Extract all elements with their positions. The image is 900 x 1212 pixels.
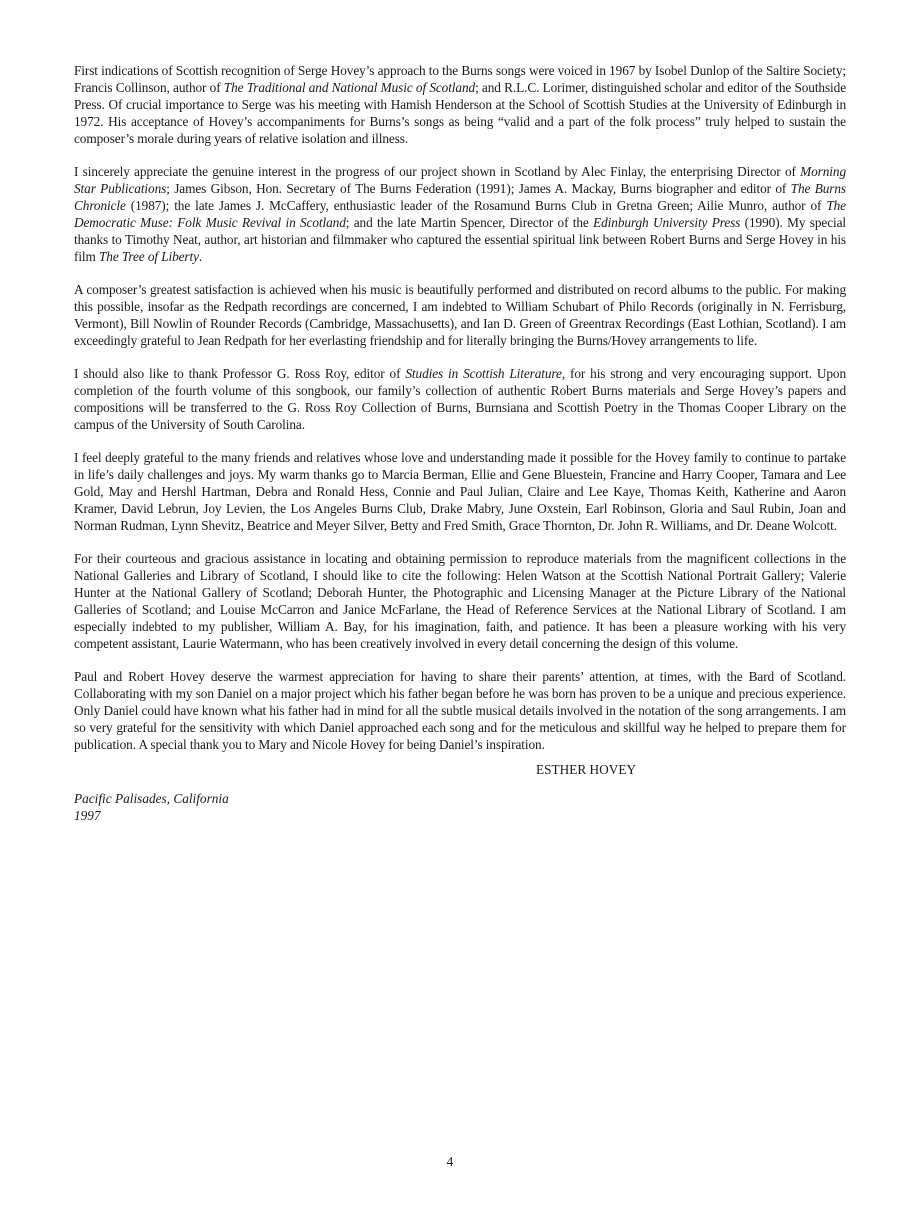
italic-title: Edinburgh University Press	[593, 215, 741, 230]
paragraph-text: ; and the late Martin Spencer, Director of the	[345, 215, 594, 230]
paragraph	[74, 163, 846, 265]
signature: ESTHER HOVEY	[536, 762, 637, 777]
paragraph-text: , for his strong and very encouraging support. Upon completion of the fourth volume of this songbook, our family’s collection of authentic Robert Burns materials and Serge Hovey’s papers and compositions will be transferred to the G. Ross Roy Collection of Burns, Burnsiana and Scottish Poetry in the Thomas Cooper Library on the campus of the University of South Carolina.	[74, 366, 847, 432]
paragraph-text: I sincerely appreciate the genuine interest in the progress of our project shown in Scotland by Alec Finlay, the enterprising Director of	[74, 164, 801, 179]
paragraph-list	[74, 62, 846, 753]
italic-title: The Democratic Muse: Folk Music Revival in Scotland	[74, 198, 846, 230]
paragraph	[74, 365, 846, 433]
italic-title: The Burns Chronicle	[74, 181, 846, 213]
paragraph-text: ; and R.L.C. Lorimer, distinguished scholar and editor of the Southside Press. Of crucial importance to Serge was his meeting with Hamish Henderson at the School of Scottish Studies at the University of Edinburgh in 1972. His acceptance of Hovey’s accompaniments for Burns’s songs as being “valid and a part of the folk process” truly helped to sustain the composer’s morale during years of relative isolation and illness.	[74, 80, 846, 146]
italic-title: Morning Star Publications	[74, 164, 846, 196]
paragraph	[74, 449, 846, 534]
document-body	[74, 62, 846, 824]
paragraph-text: I feel deeply grateful to the many friends and relatives whose love and understanding made it possible for the Hovey family to continue to partake in life’s daily challenges and joys. My warm thanks go to Marcia Berman, Ellie and Gene Bluestein, Francine and Harry Cooper, Tamara and Lee Gold, May and Hershl Hartman, Debra and Ronald Hess, Connie and Paul Julian, Claire and Lee Kaye, Thomas Keith, Katherine and Aaron Kramer, David Lebrun, Joy Levien, the Los Angeles Burns Club, Drake Mabry, June Oxstein, Earl Robinson, Gloria and Saul Rubin, Joan and Norman Rudman, Lynn Shevitz, Beatrice and Meyer Silver, Betty and Fred Smith, Grace Thornton, Dr. John R. Williams, and Dr. Deane Wolcott.	[74, 450, 846, 533]
italic-title: Studies in Scottish Literature	[405, 366, 562, 381]
year-line: 1997	[74, 808, 101, 823]
paragraph-text: I should also like to thank Professor G. Ross Roy, editor of	[74, 366, 406, 381]
paragraph-text: For their courteous and gracious assistance in locating and obtaining permission to reproduce materials from the magnificent collections in the National Galleries and Library of Scotland, I should like to cite the following: Helen Watson at the Scottish National Portrait Gallery; Valerie Hunter at the National Gallery of Scotland; Deborah Hunter, the Photographic and Licensing Manager at the Picture Library of the National Galleries of Scotland; and Louise McCarron and Janice McFarlane, the Head of Reference Services at the National Library of Scotland. I am especially indebted to my publisher, William A. Bay, for his imagination, faith, and patience. It has been a pleasure working with his very competent assistant, Laurie Watermann, who has been creatively involved in every detail concerning the design of this volume.	[74, 551, 846, 651]
paragraph	[74, 62, 846, 147]
paragraph-text: .	[198, 249, 203, 264]
place-line: Pacific Palisades, California	[74, 791, 229, 806]
italic-title: The Tree of Liberty	[98, 249, 199, 264]
paragraph-text: Paul and Robert Hovey deserve the warmest appreciation for having to share their parents’ attention, at times, with the Bard of Scotland. Collaborating with my son Daniel on a major project which his father began before he was born has proven to be a unique and precious experience. Only Daniel could have known what his father had in mind for all the subtle musical details involved in the notation of the song arrangements. I am so very grateful for the sensitivity with which Daniel approached each song and for the meticulous and skillful way he helped to prepare them for publication. A special thank you to Mary and Nicole Hovey for being Daniel’s inspiration.	[74, 669, 846, 752]
paragraph	[74, 550, 846, 652]
paragraph-text: First indications of Scottish recognition of Serge Hovey’s approach to the Burns songs were voiced in 1967 by Isobel Dunlop of the Saltire Society; Francis Collinson, author of	[74, 63, 846, 95]
paragraph	[74, 668, 846, 753]
paragraph-text: (1987); the late James J. McCaffery, enthusiastic leader of the Rosamund Burns Club in Gretna Green; Ailie Munro, author of	[125, 198, 827, 213]
paragraph-text: (1990). My special thanks to Timothy Neat, author, art historian and filmmaker who captured the essential spiritual link between Robert Burns and Serge Hovey in his film	[74, 215, 846, 264]
page-number: 4	[446, 1154, 454, 1169]
dateline	[74, 790, 846, 824]
paragraph	[74, 281, 846, 349]
paragraph-text: A composer’s greatest satisfaction is achieved when his music is beautifully performed and distributed on record albums to the public. For making this possible, insofar as the Redpath recordings are concerned, I am indebted to William Schubart of Philo Records (originally in N. Ferrisburg, Vermont), Bill Nowlin of Rounder Records (Cambridge, Massachusetts), and Ian D. Green of Greentrax Recordings (East Lothian, Scotland). I am exceedingly grateful to Jean Redpath for her everlasting friendship and for literally bringing the Burns/Hovey arrangements to life.	[74, 282, 846, 348]
paragraph-text: ; James Gibson, Hon. Secretary of The Burns Federation (1991); James A. Mackay, Burns biographer and editor of	[166, 181, 791, 196]
italic-title: The Traditional and National Music of Scotland	[223, 80, 476, 95]
